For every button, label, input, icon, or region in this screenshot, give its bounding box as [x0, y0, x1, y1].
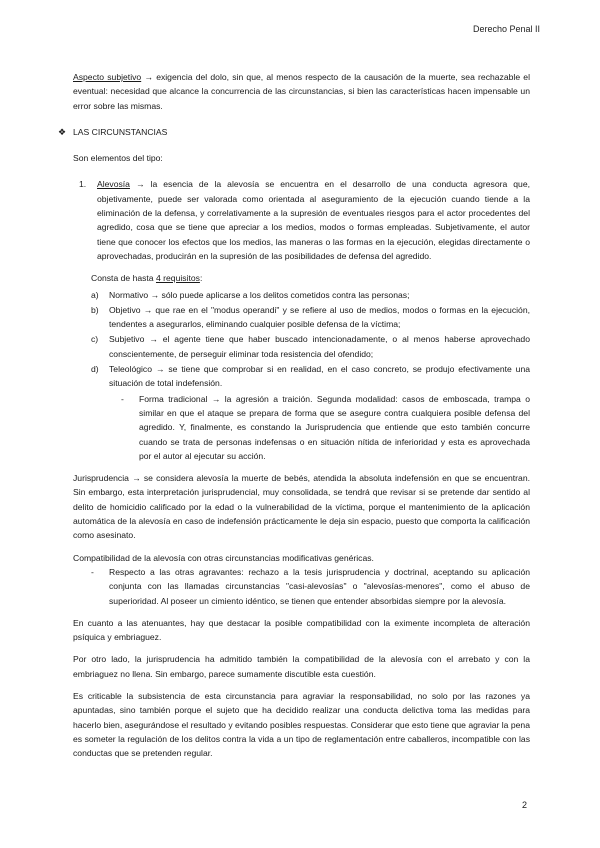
requisito-item: [91, 332, 530, 361]
requisito-label: b): [91, 304, 99, 315]
requisito-text: Objetivo → que rae en el "modus operandi" y se refiere al uso de medios, modos o formas en la ejecución, tendentes a asegurarlos, eliminando cualquier posible defensa de la víctima;: [109, 304, 530, 330]
consta-prefix: Consta de hasta: [91, 273, 156, 284]
alevosia-paragraph: [97, 177, 530, 263]
agravantes-text: Respecto a las otras agravantes: rechazo a la tesis jurisprudencia y doctrinal, aceptando su aplicación conjunta con las llamadas circunstancias "casi-alevosías" o "alevosías-menores", como el abuso de superioridad. Al poseer un cimiento idéntico, se tienen que entender absorbidas siempre por la alevosía.: [109, 566, 530, 606]
otro-lado-paragraph: Por otro lado, la jurisprudencia ha admitido también la compatibilidad de la alevosía con el arrebato y con la embriaguez no llena. Sin embargo, parece sumamente discutible esta cuestión.: [73, 654, 530, 679]
dash-bullet: -: [91, 566, 94, 577]
section-heading: [58, 125, 530, 139]
compatibilidad-paragraph: Compatibilidad de la alevosía con otras circunstancias modificativas genéricas.: [73, 552, 374, 563]
aspecto-subjetivo-paragraph: [73, 70, 530, 113]
forma-tradicional-text: Forma tradicional → la agresión a traición. Segunda modalidad: casos de emboscada, trampa o similar en que el ataque se prepara de forma que se asegure contra cualquiera posible defensa del agredido. Y, finalmente, es constando la Jurisprudencia que entiende que esto también concurre cuando se trata de personas indefensas o en situación nítida de inferioridad y esta es aprovechada por el autor al ejecutar su acción.: [139, 393, 530, 461]
requisito-item: [91, 303, 530, 332]
requisito-text: Subjetivo → el agente tiene que haber buscado intencionadamente, o al menos haberse aprovechado conscientemente, de perseguir eliminar toda resistencia del ofendido;: [109, 334, 530, 359]
requisito-text: Normativo → sólo puede aplicarse a los delitos cometidos contra las personas;: [109, 289, 410, 300]
requisito-label: d): [91, 364, 99, 375]
item-number: 1.: [79, 179, 87, 190]
consta-label: 4 requisitos: [155, 273, 200, 284]
dash-bullet: -: [121, 393, 124, 404]
page-number: 2: [521, 800, 527, 810]
agravantes-item: [91, 565, 530, 608]
requisito-item: [91, 288, 530, 302]
page-header: Derecho Penal II: [472, 24, 540, 34]
aspecto-subjetivo-text: → exigencia del dolo, sin que, al menos respecto de la causación de la muerte, sea rechazable el eventual: necesidad que alcance la concurrencia de las circunstancias, si bien las características hacen impensable un error sobre las mismas.: [73, 72, 530, 111]
requisito-text: Teleológico → se tiene que comprobar si en realidad, en el caso concreto, se produjo efectivamente una situación de total indefensión.: [109, 364, 530, 389]
alevosia-text: → la esencia de la alevosía se encuentra en el desarrollo de una conducta agresora que, objetivamente, puede ser valorada como orientada al aseguramiento de la ejecución cuando tiende a la eliminación de la defensa, y correlativamente a la supresión de eventuales riesgos para el actor procedentes del agredido, cosa que se tiene que apreciar a los medios, modos o formas empleadas. Subjetivamente, el autor tiene que conocer los efectos que los medios, las maneras o las formas en la ejecución, elegidas directamente o aprovechadas, producirán en la supresión de las posibilidades de defensa del agredido.: [97, 179, 530, 261]
atenuantes-paragraph: En cuanto a las atenuantes, hay que destacar la posible compatibilidad con la eximente incompleta de alteración psíquica y embriaguez.: [73, 617, 530, 643]
diamond-bullet-icon: ❖: [58, 126, 67, 137]
alevosia-label: Alevosía: [97, 179, 130, 190]
aspecto-subjetivo-label: Aspecto subjetivo: [73, 72, 142, 82]
requisito-label: a): [91, 289, 99, 300]
page-content: [58, 70, 530, 768]
jurisprudencia-paragraph: Jurisprudencia → se considera alevosía la muerte de bebés, atendida la absoluta indefensión en que se encuentran. Sin embargo, esta interpretación jurisprudencial, muy consolidada, se tendrá que revisar si se pretende dar sentido al delito de homicidio calificado por la edad o la vulnerabilidad de la víctima, porque el mantenimiento de la aplicación automática de la alevosía en caso de indefensión prácticamente le deja sin espacio, puesto que comporta la calificación como asesinato.: [73, 473, 530, 541]
criticable-paragraph: Es criticable la subsistencia de esta circunstancia para agraviar la responsabilidad, no solo por las razones ya apuntadas, sino también porque el sujeto que ha decidido realizar una conducta delictiva toma las medidas para hacerlo bien, asegurándose el resultado y evitando posibles respuestas. Considerar que esto tiene que agraviar la pena es someter la regulación de los delitos contra la vida a un tipo de reglamentación entre caballeros, incompatible con las conductas que se pretenden regular.: [73, 690, 530, 759]
forma-tradicional-item: [119, 392, 530, 463]
consta-suffix: :: [199, 273, 203, 284]
numbered-item-alevosia: [79, 177, 530, 263]
section-title: LAS CIRCUNSTANCIAS: [73, 126, 168, 137]
requisito-item: [91, 362, 530, 391]
requisito-label: c): [91, 334, 99, 345]
consta-line: [91, 271, 530, 285]
intro-text: Son elementos del tipo:: [73, 153, 163, 164]
